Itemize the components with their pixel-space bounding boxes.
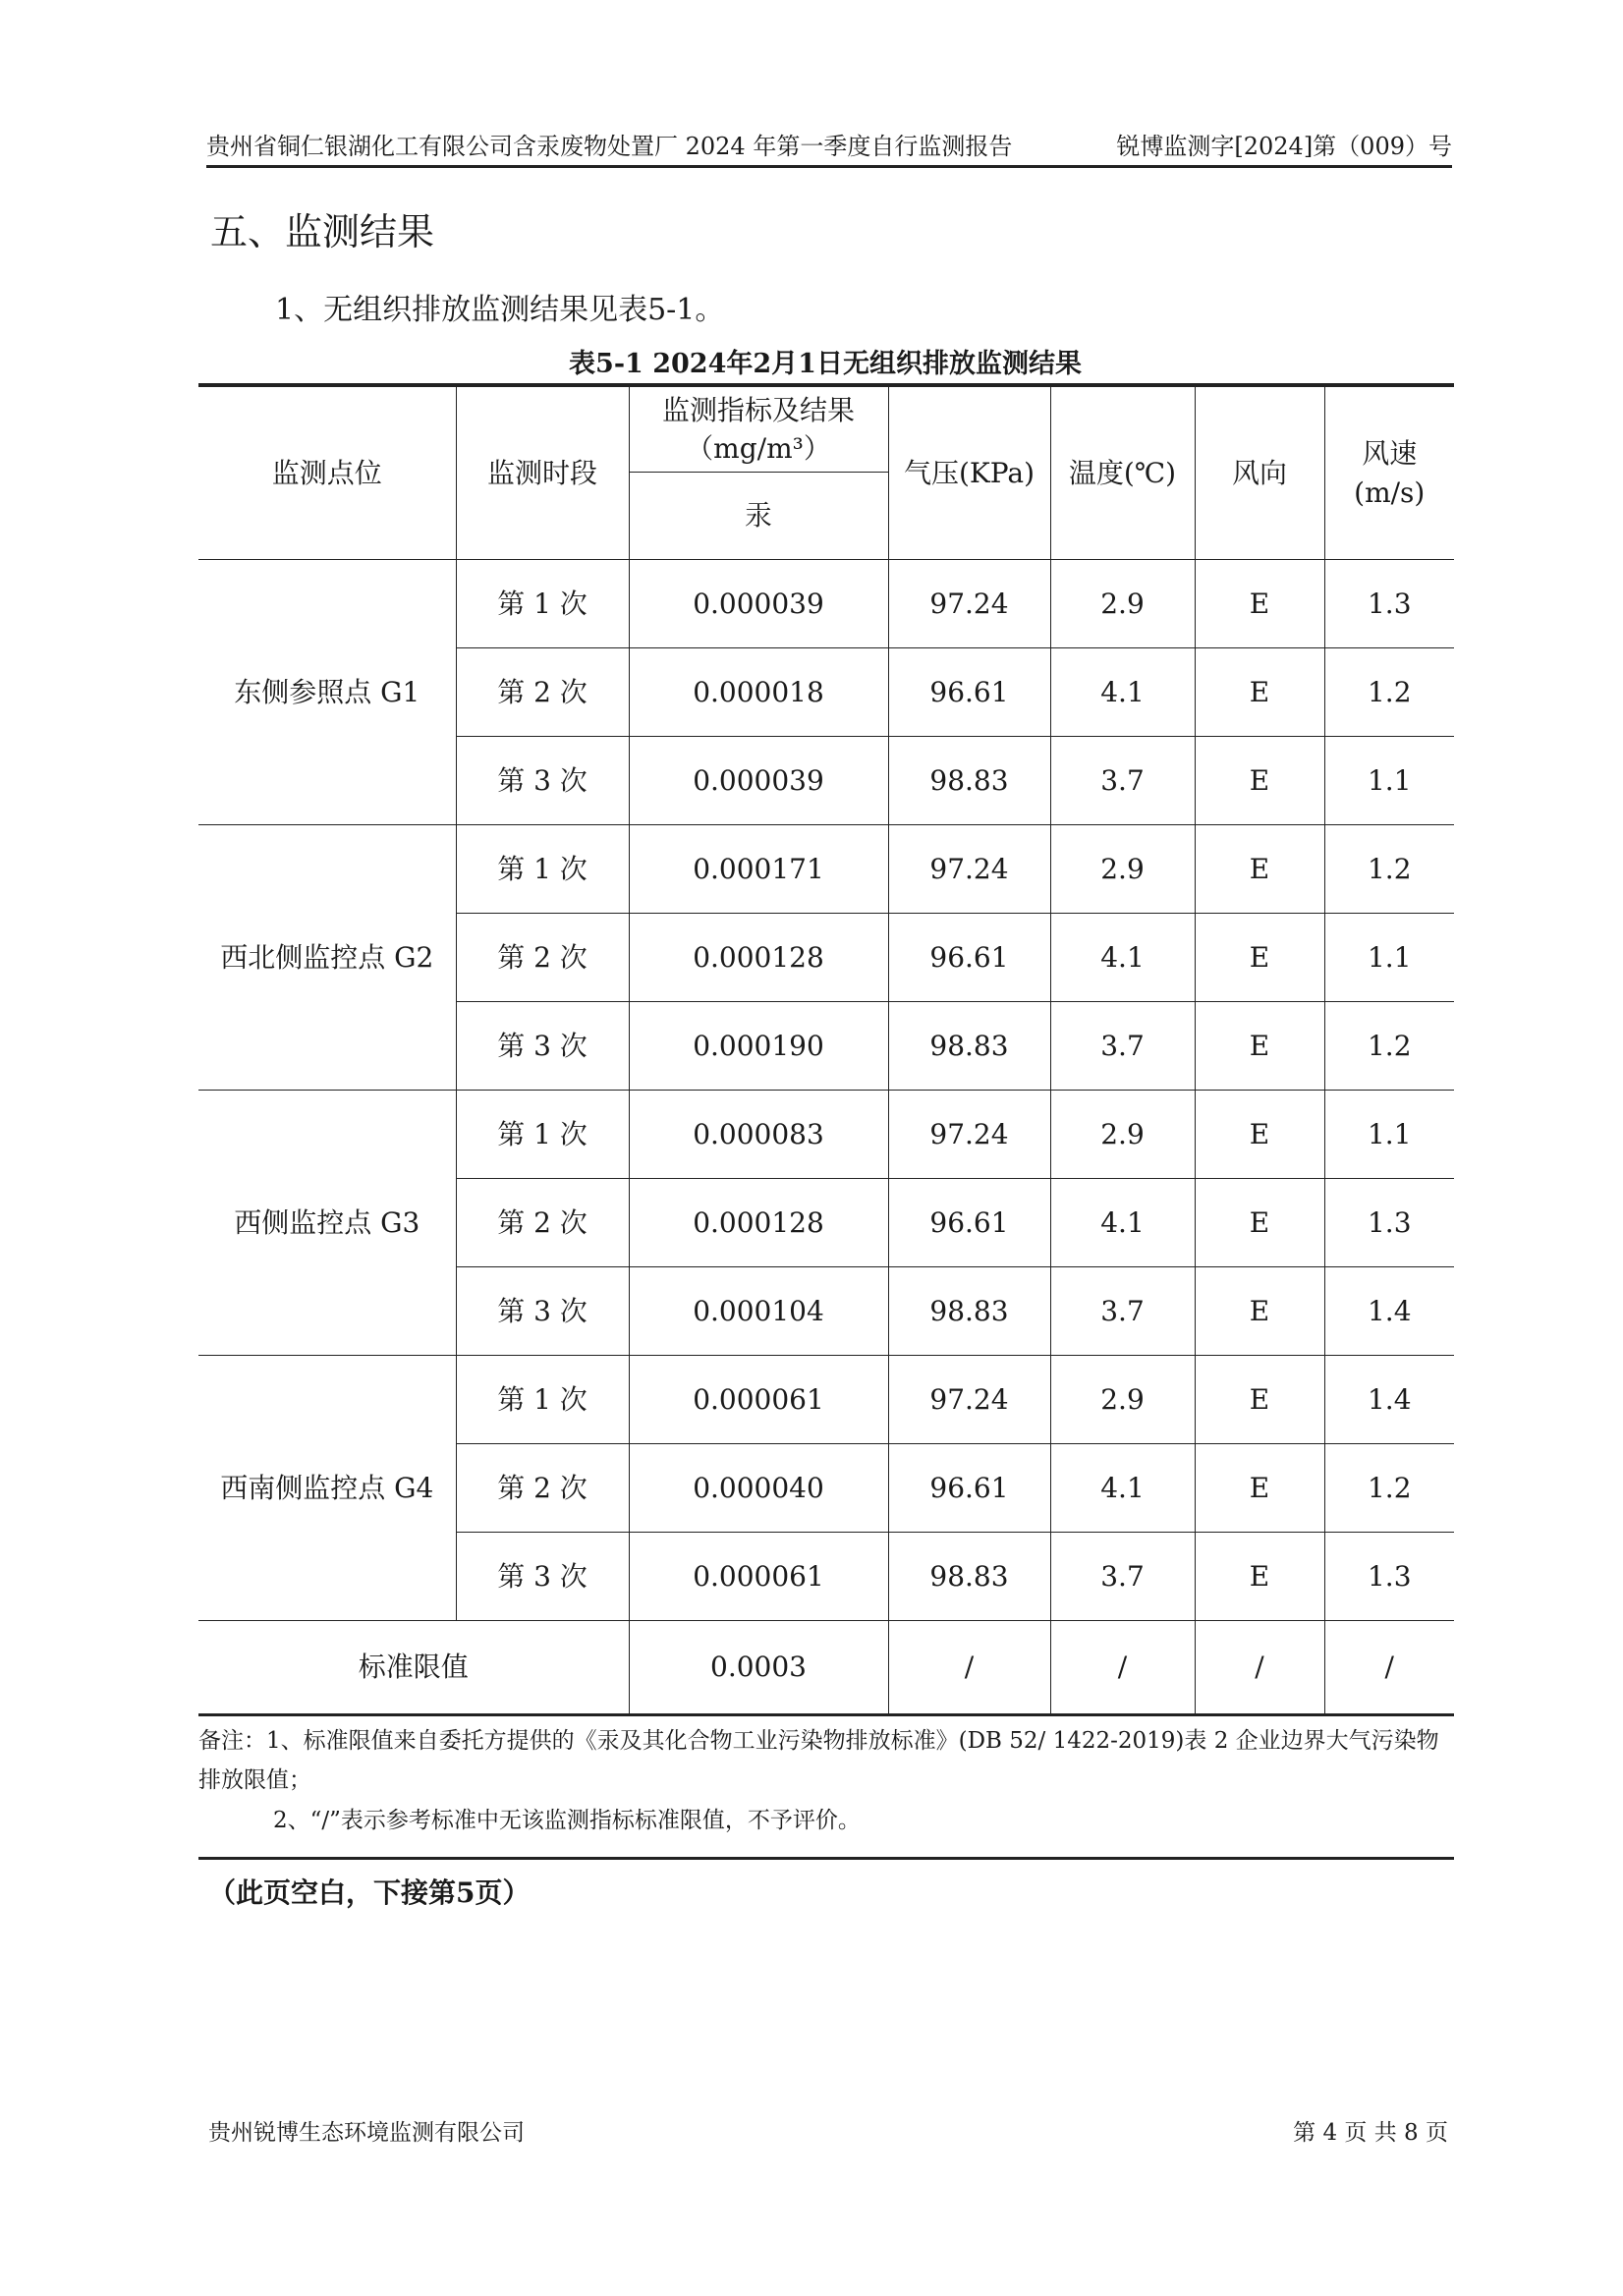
cell-wind-speed: 1.3 bbox=[1324, 1533, 1454, 1621]
cell-period: 第 2 次 bbox=[456, 1179, 629, 1267]
cell-mercury: 0.000039 bbox=[629, 560, 888, 648]
cell-temperature: 3.7 bbox=[1050, 1267, 1195, 1356]
cell-period: 第 1 次 bbox=[456, 1091, 629, 1179]
cell-standard-wind-direction: / bbox=[1195, 1621, 1324, 1715]
cell-mercury: 0.000061 bbox=[629, 1356, 888, 1444]
cell-period: 第 3 次 bbox=[456, 737, 629, 825]
page-footer bbox=[208, 2114, 1448, 2147]
cell-mercury: 0.000104 bbox=[629, 1267, 888, 1356]
header-wind-speed-unit: (m/s) bbox=[1354, 476, 1426, 509]
cell-point: 东侧参照点 G1 bbox=[198, 560, 456, 825]
cell-wind-direction: E bbox=[1195, 648, 1324, 737]
cell-standard-wind-speed: / bbox=[1324, 1621, 1454, 1715]
cell-mercury: 0.000128 bbox=[629, 1179, 888, 1267]
cell-temperature: 3.7 bbox=[1050, 1533, 1195, 1621]
cell-wind-speed: 1.1 bbox=[1324, 1091, 1454, 1179]
cell-wind-direction: E bbox=[1195, 1533, 1324, 1621]
cell-period: 第 2 次 bbox=[456, 1444, 629, 1533]
cell-pressure: 96.61 bbox=[888, 914, 1050, 1002]
cell-temperature: 2.9 bbox=[1050, 1091, 1195, 1179]
cell-wind-direction: E bbox=[1195, 914, 1324, 1002]
cell-temperature: 3.7 bbox=[1050, 737, 1195, 825]
cell-pressure: 97.24 bbox=[888, 1356, 1050, 1444]
cell-pressure: 98.83 bbox=[888, 1533, 1050, 1621]
cell-pressure: 98.83 bbox=[888, 1267, 1050, 1356]
cell-period: 第 3 次 bbox=[456, 1267, 629, 1356]
cell-temperature: 4.1 bbox=[1050, 1444, 1195, 1533]
header-indicator bbox=[629, 385, 888, 473]
cell-period: 第 1 次 bbox=[456, 1356, 629, 1444]
cell-wind-speed: 1.2 bbox=[1324, 1002, 1454, 1091]
table-row bbox=[198, 825, 1454, 914]
page-header bbox=[206, 126, 1452, 168]
cell-wind-direction: E bbox=[1195, 1444, 1324, 1533]
table-caption: 表5-1 2024年2月1日无组织排放监测结果 bbox=[569, 349, 1082, 379]
cell-wind-direction: E bbox=[1195, 560, 1324, 648]
footer-page-number: 第 4 页 共 8 页 bbox=[1293, 2120, 1448, 2146]
cell-wind-direction: E bbox=[1195, 1002, 1324, 1091]
cell-temperature: 3.7 bbox=[1050, 1002, 1195, 1091]
cell-mercury: 0.000018 bbox=[629, 648, 888, 737]
cell-temperature: 2.9 bbox=[1050, 825, 1195, 914]
cell-temperature: 4.1 bbox=[1050, 914, 1195, 1002]
note-1: 备注：1、标准限值来自委托方提供的《汞及其化合物工业污染物排放标准》(DB 52/ 1422-2019)表 2 企业边界大气污染物排放限值； bbox=[198, 1728, 1439, 1794]
cell-pressure: 97.24 bbox=[888, 560, 1050, 648]
report-number: 锐博监测字[2024]第（009）号 bbox=[1116, 133, 1452, 160]
cell-pressure: 97.24 bbox=[888, 1091, 1050, 1179]
section-title: 五、监测结果 bbox=[210, 210, 435, 253]
cell-point: 西侧监控点 G3 bbox=[198, 1091, 456, 1356]
cell-temperature: 2.9 bbox=[1050, 1356, 1195, 1444]
cell-pressure: 96.61 bbox=[888, 648, 1050, 737]
cell-wind-speed: 1.1 bbox=[1324, 914, 1454, 1002]
cell-period: 第 3 次 bbox=[456, 1002, 629, 1091]
table-row bbox=[198, 560, 1454, 648]
cell-period: 第 2 次 bbox=[456, 914, 629, 1002]
cell-mercury: 0.000190 bbox=[629, 1002, 888, 1091]
blank-page-note: （此页空白，下接第5页） bbox=[208, 1876, 531, 1909]
cell-wind-speed: 1.3 bbox=[1324, 1179, 1454, 1267]
cell-wind-direction: E bbox=[1195, 1091, 1324, 1179]
cell-period: 第 1 次 bbox=[456, 560, 629, 648]
cell-period: 第 2 次 bbox=[456, 648, 629, 737]
table-row bbox=[198, 1356, 1454, 1444]
cell-wind-speed: 1.2 bbox=[1324, 648, 1454, 737]
header-period: 监测时段 bbox=[456, 385, 629, 560]
cell-standard-pressure: / bbox=[888, 1621, 1050, 1715]
table-body bbox=[198, 560, 1454, 1715]
cell-wind-direction: E bbox=[1195, 1356, 1324, 1444]
cell-standard-temperature: / bbox=[1050, 1621, 1195, 1715]
cell-mercury: 0.000061 bbox=[629, 1533, 888, 1621]
cell-wind-direction: E bbox=[1195, 825, 1324, 914]
cell-wind-direction: E bbox=[1195, 1179, 1324, 1267]
header-point: 监测点位 bbox=[198, 385, 456, 560]
cell-temperature: 4.1 bbox=[1050, 648, 1195, 737]
cell-standard-label: 标准限值 bbox=[198, 1621, 629, 1715]
cell-standard-mercury: 0.0003 bbox=[629, 1621, 888, 1715]
header-indicator-unit: （mg/m³） bbox=[686, 432, 831, 465]
table-row bbox=[198, 1091, 1454, 1179]
note-2: 2、“/”表示参考标准中无该监测指标标准限值，不予评价。 bbox=[273, 1807, 861, 1833]
cell-temperature: 4.1 bbox=[1050, 1179, 1195, 1267]
cell-pressure: 97.24 bbox=[888, 825, 1050, 914]
cell-mercury: 0.000040 bbox=[629, 1444, 888, 1533]
footer-company: 贵州锐博生态环境监测有限公司 bbox=[208, 2120, 525, 2146]
cell-mercury: 0.000171 bbox=[629, 825, 888, 914]
header-wind-direction: 风向 bbox=[1195, 385, 1324, 560]
intro-text: 1、无组织排放监测结果见表5-1。 bbox=[275, 293, 725, 327]
standard-row bbox=[198, 1621, 1454, 1715]
notes bbox=[198, 1721, 1454, 1840]
cell-wind-direction: E bbox=[1195, 737, 1324, 825]
results-table bbox=[198, 383, 1454, 1716]
cell-mercury: 0.000039 bbox=[629, 737, 888, 825]
cell-wind-speed: 1.1 bbox=[1324, 737, 1454, 825]
cell-point: 西北侧监控点 G2 bbox=[198, 825, 456, 1091]
cell-wind-speed: 1.3 bbox=[1324, 560, 1454, 648]
cell-period: 第 1 次 bbox=[456, 825, 629, 914]
cell-pressure: 98.83 bbox=[888, 1002, 1050, 1091]
header-temperature: 温度(℃) bbox=[1050, 385, 1195, 560]
cell-temperature: 2.9 bbox=[1050, 560, 1195, 648]
header-wind-speed bbox=[1324, 385, 1454, 560]
cell-pressure: 96.61 bbox=[888, 1444, 1050, 1533]
cell-point: 西南侧监控点 G4 bbox=[198, 1356, 456, 1621]
cell-pressure: 96.61 bbox=[888, 1179, 1050, 1267]
notes-divider bbox=[198, 1857, 1454, 1860]
cell-mercury: 0.000128 bbox=[629, 914, 888, 1002]
report-title: 贵州省铜仁银湖化工有限公司含汞废物处置厂 2024 年第一季度自行监测报告 bbox=[206, 133, 1013, 160]
header-wind-speed-title: 风速 bbox=[1362, 437, 1418, 471]
cell-pressure: 98.83 bbox=[888, 737, 1050, 825]
cell-period: 第 3 次 bbox=[456, 1533, 629, 1621]
cell-wind-speed: 1.4 bbox=[1324, 1356, 1454, 1444]
cell-wind-speed: 1.2 bbox=[1324, 825, 1454, 914]
cell-wind-speed: 1.2 bbox=[1324, 1444, 1454, 1533]
cell-wind-direction: E bbox=[1195, 1267, 1324, 1356]
header-indicator-title: 监测指标及结果 bbox=[661, 393, 855, 426]
cell-mercury: 0.000083 bbox=[629, 1091, 888, 1179]
header-mercury: 汞 bbox=[629, 473, 888, 560]
cell-wind-speed: 1.4 bbox=[1324, 1267, 1454, 1356]
header-pressure: 气压(KPa) bbox=[888, 385, 1050, 560]
